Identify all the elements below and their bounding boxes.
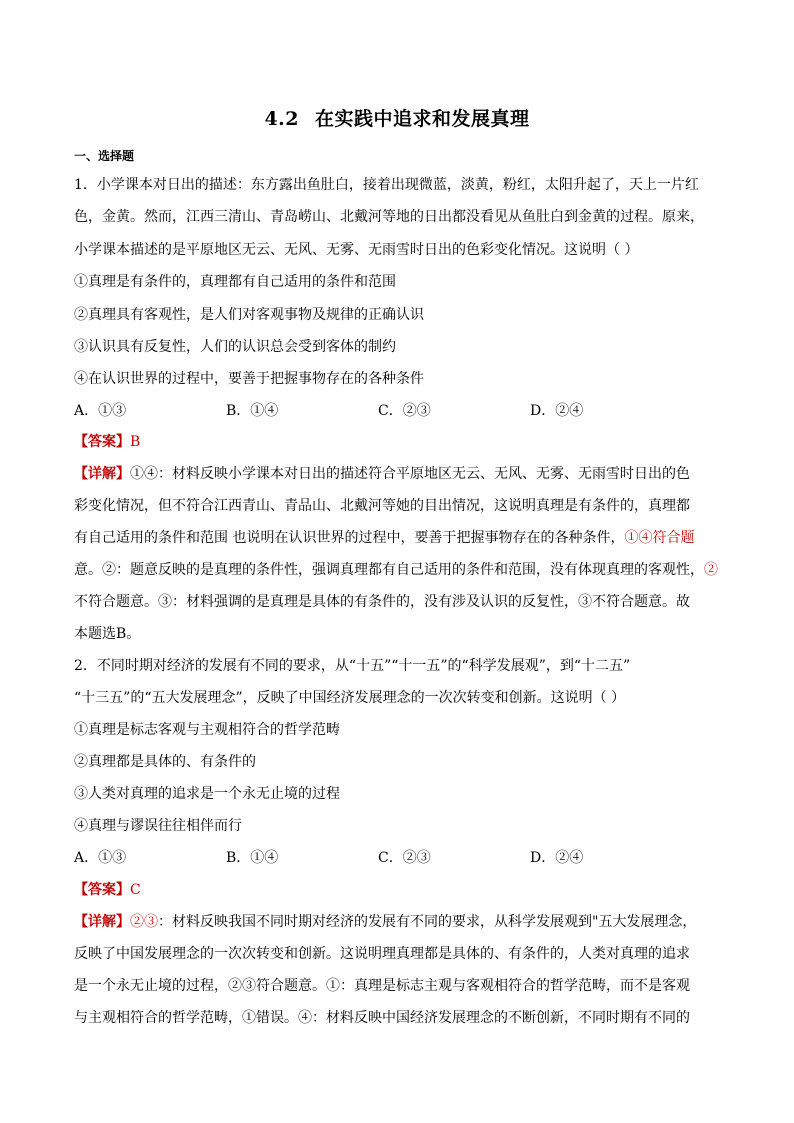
q1-stem-line: 小学课本描述的是平原地区无云、无风、无雾、无雨雪时日出的色彩变化情况。这说明（ ） bbox=[74, 242, 639, 258]
q1-stem-line: 色，金黄。然而，江西三清山、青岛崂山、北戴河等地的日出都没看见从鱼肚白到金黄的过程。原来， bbox=[74, 209, 704, 225]
q2-detail-line bbox=[74, 912, 734, 932]
q1-option-b: B．①④ bbox=[226, 403, 279, 419]
q2-option-b: B．①④ bbox=[226, 850, 279, 866]
q1-option-c: C．②③ bbox=[378, 403, 431, 419]
q1-detail-text: ①④：材料反映小学课本对日出的描述符合平原地区无云、无风、无雾、无雨雪时日出的色 bbox=[130, 466, 690, 482]
q2-detail-text: ：材料反映我国不同时期对经济的发展有不同的要求，从科学发展观到"五大发展理念， bbox=[158, 914, 697, 930]
q2-detail-label: 【详解】 bbox=[74, 914, 130, 930]
q2-option-a: A．①③ bbox=[74, 850, 127, 866]
q1-detail-line bbox=[74, 592, 734, 612]
q1-options bbox=[74, 401, 734, 421]
q2-detail-line: 反映了中国发展理念的一次次转变和创新。这说明理真理都是具体的、有条件的，人类对真理的追求 bbox=[74, 946, 690, 962]
q1-detail-line bbox=[74, 528, 734, 548]
q2-answer bbox=[74, 880, 734, 900]
page-title bbox=[0, 104, 794, 131]
title-text: 在实践中追求和发展真理 bbox=[315, 108, 530, 130]
q1-option-d: D．②④ bbox=[530, 403, 584, 419]
q2-detail-line: 与主观相符合的哲学范畴，①错误。④：材料反映中国经济发展理念的不断创新，不同时期有不同的 bbox=[74, 1010, 690, 1026]
q2-detail-highlight: ②③ bbox=[130, 914, 158, 930]
q2-item: ②真理都是具体的、有条件的 bbox=[74, 754, 256, 770]
q2-option-d: D．②④ bbox=[530, 850, 584, 866]
q2-answer-label: 【答案】 bbox=[74, 882, 130, 898]
q1-option-a: A．①③ bbox=[74, 403, 127, 419]
q1-detail-text: 意。②：题意反映的是真理的条件性，强调真理都有自己适用的条件和范围，没有体现真理的客观性， bbox=[74, 562, 704, 578]
q2-options bbox=[74, 848, 734, 868]
q2-stem-line: 2．不同时期对经济的发展有不同的要求，从“十五”“十一五”的“科学发展观”，到“十二五” bbox=[74, 658, 631, 674]
q2-option-c: C．②③ bbox=[378, 850, 431, 866]
q1-detail-text: 彩变化情况，但不符合江西青山、青品山、北戴河等她的目出情况，这说明真理是有条件的，真理都 bbox=[74, 498, 690, 514]
q1-item: ③认识具有反复性，人们的认识总会受到客体的制约 bbox=[74, 339, 396, 355]
q1-detail-text: 不符合题意。③：材料强调的是真理是具体的有条件的，没有涉及认识的反复性，③不符合题意。故 bbox=[74, 594, 690, 610]
q1-detail-text: 本题选B。 bbox=[74, 626, 141, 642]
q1-stem-line: 1．小学课本对日出的描述：东方露出鱼肚白，接着出现微蓝，淡黄，粉红，太阳升起了，天上一片红 bbox=[74, 177, 699, 193]
q1-detail-highlight: ② bbox=[704, 562, 718, 578]
q1-detail-line bbox=[74, 496, 734, 516]
q1-detail-line bbox=[74, 464, 734, 484]
q2-answer-value: C bbox=[130, 882, 141, 898]
q1-item: ①真理是有条件的，真理都有自己适用的条件和范围 bbox=[74, 274, 396, 290]
q1-item: ④在认识世界的过程中，要善于把握事物存在的各种条件 bbox=[74, 371, 424, 387]
q2-stem-line: “十三五”的“五大发展理念”，反映了中国经济发展理念的一次次转变和创新。这说明（ ） bbox=[74, 690, 626, 706]
q1-detail-label: 【详解】 bbox=[74, 466, 130, 482]
q1-detail-highlight: ①④符合题 bbox=[624, 530, 695, 546]
q1-detail-text: 有自己适用的条件和范围 也说明在认识世界的过程中，要善于把握事物存在的各种条件， bbox=[74, 530, 625, 546]
q2-item: ①真理是标志客观与主观相符合的哲学范畴 bbox=[74, 722, 340, 738]
q2-detail-line: 是一个永无止境的过程，②③符合题意。①：真理是标志主观与客观相符合的哲学范畴，而不是客观 bbox=[74, 978, 690, 994]
q1-detail-line bbox=[74, 560, 734, 580]
q1-answer-label: 【答案】 bbox=[74, 434, 130, 450]
q1-answer-value: B bbox=[130, 434, 141, 450]
section-heading: 一、选择题 bbox=[74, 149, 135, 163]
title-number: 4.2 bbox=[264, 108, 300, 130]
q1-detail-line bbox=[74, 624, 734, 644]
q1-answer bbox=[74, 432, 734, 452]
q1-item: ②真理具有客观性，是人们对客观事物及规律的正确认识 bbox=[74, 307, 424, 323]
q2-item: ③人类对真理的追求是一个永无止境的过程 bbox=[74, 786, 340, 802]
q2-item: ④真理与谬误往往相伴而行 bbox=[74, 818, 242, 834]
